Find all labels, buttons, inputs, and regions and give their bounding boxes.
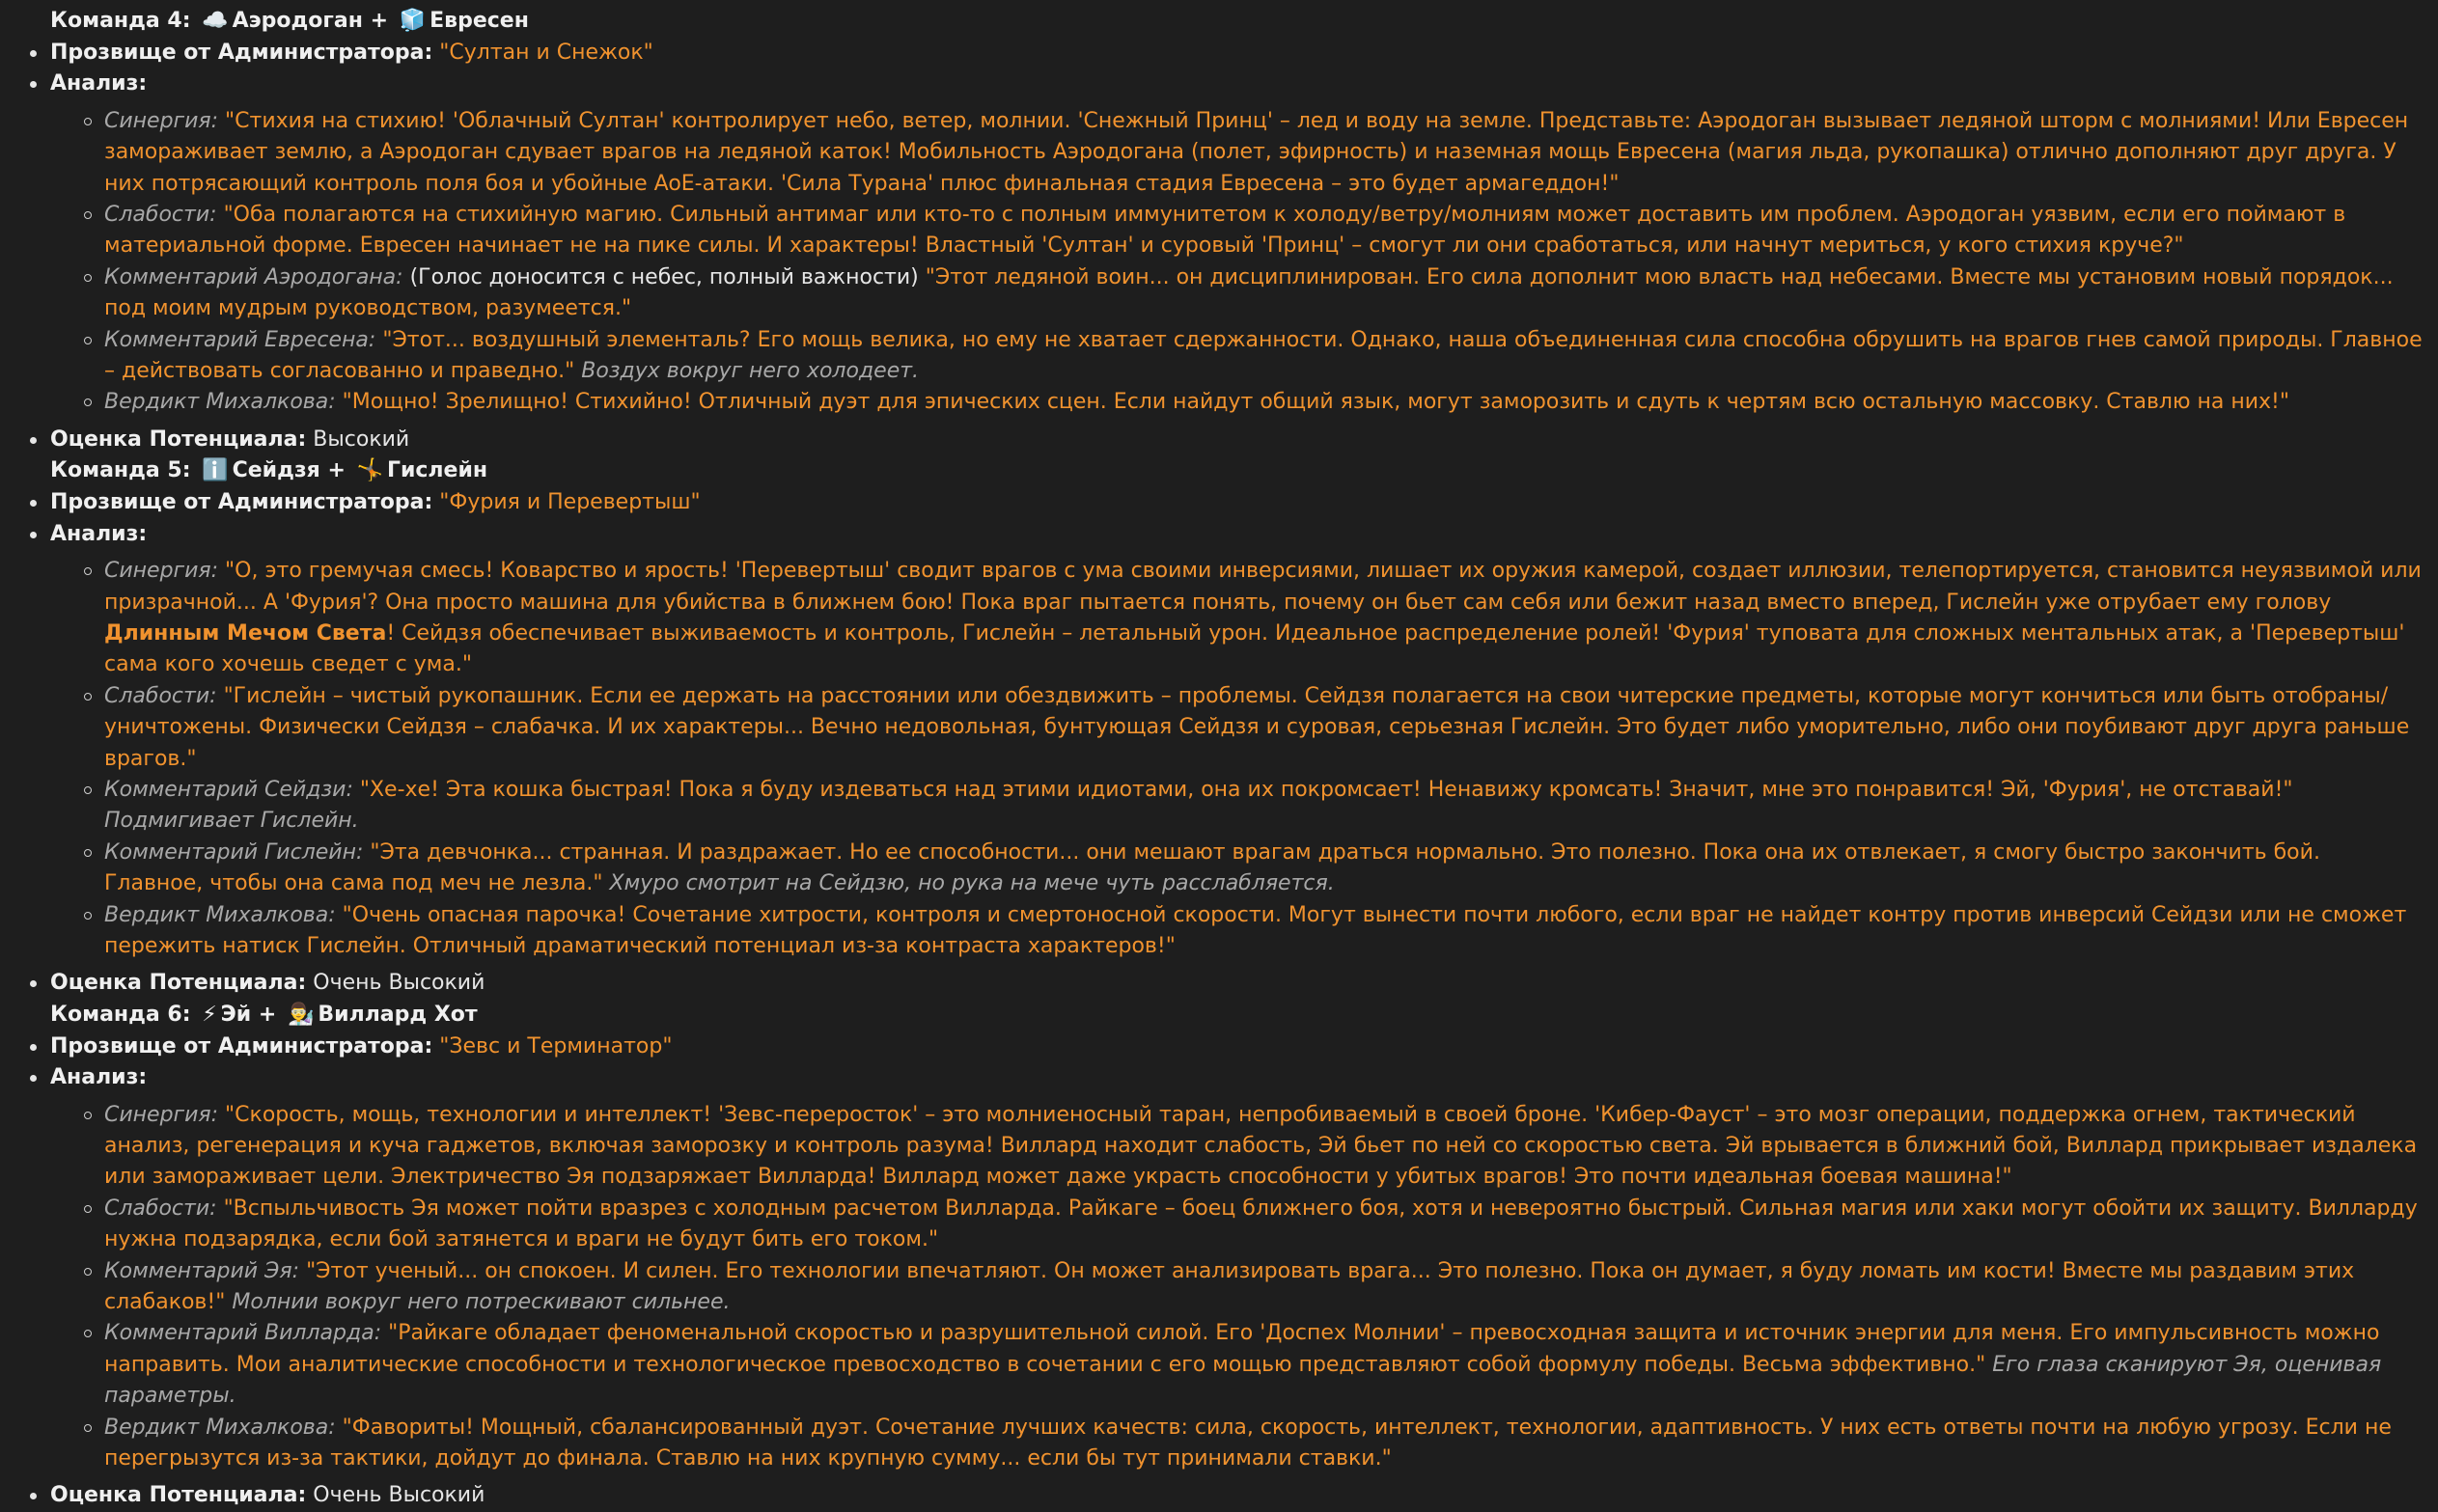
nickname-value: "Зевс и Терминатор" [439, 1033, 673, 1058]
team-6 [0, 1000, 2438, 1512]
synergy-item [104, 106, 2438, 200]
potential-value: Высокий [313, 426, 410, 452]
member-name: Аэродоган [232, 9, 363, 33]
comment-quote: "Этот ледяной воин... он дисциплинирован. Его сила дополнит мою власть над небесами. Вместе мы установим новый порядок... под моим мудрым руководством, разумеется." [104, 264, 2394, 321]
synergy-label: Синергия: [104, 108, 219, 133]
ice-cube-icon: 🧊 [399, 9, 427, 33]
lightning-icon: ⚡ [202, 1002, 217, 1027]
verdict-text: "Фавориты! Мощный, сбалансированный дуэт. Сочетание лучших качеств: сила, скорость, интеллект, технологии, адаптивность. У них есть ответы почти на любую угрозу. Если не перегрызутся из-за тактики, дойдут до финала. Ставлю на них крупную сумму... если бы тут принимали ставки." [104, 1415, 2392, 1471]
plus-sign: + [258, 1002, 277, 1027]
team-list [0, 38, 2438, 455]
comment-quote: "Этот... воздушный элементаль? Его мощь велика, но ему не хватает сдержанности. Однако, наша объединенная сила способна обрушить на врагов гнев самой природы. Главное – действовать согласованно и праведно." [104, 327, 2423, 384]
potential-label: Оценка Потенциала: [50, 1483, 307, 1508]
plus-sign: + [327, 458, 346, 483]
potential-value: Очень Высокий [313, 1483, 485, 1508]
weaknesses-label: Слабости: [104, 1196, 217, 1221]
document [0, 6, 2438, 1512]
nickname-label: Прозвище от Администратора: [50, 1033, 433, 1058]
team-5 [0, 455, 2438, 1000]
comment-item [104, 262, 2438, 325]
member-name: Сейдзя [232, 458, 320, 483]
nickname-value: "Султан и Снежок" [439, 41, 653, 65]
analysis-item [0, 69, 2438, 418]
comment-item [104, 1318, 2438, 1412]
comment-stage-note: Его глаза сканируют Эя, оценивая параметры. [104, 1352, 2382, 1409]
cartwheel-icon: 🤸 [356, 458, 383, 483]
synergy-label: Синергия: [104, 559, 219, 584]
team-heading [0, 455, 2438, 487]
synergy-text: "Стихия на стихию! 'Облачный Султан' контролирует небо, ветер, молнии. 'Снежный Принц' – лед и воду на земле. Представьте: Аэродоган вызывает ледяной шторм с молниями! Или Евресен замораживает землю, а Аэродоган сдувает врагов на ледяной каток! Мобильность Аэродогана (полет, эфирность) и наземная мощь Евресена (магия льда, рукопашка) отлично дополняют друг друга. У них потрясающий контроль поля боя и убойные AoE-атаки. 'Сила Турана' плюс финальная стадия Евресена – это будет армагеддон!" [104, 108, 2409, 196]
comment-stage-note: Воздух вокруг него холодеет. [581, 359, 920, 384]
synergy-item [104, 556, 2438, 681]
synergy-text: "Скорость, мощь, технологии и интеллект! 'Зевс-переросток' – это молниеносный таран, непробиваемый в своей броне. 'Кибер-Фауст' – это мозг операции, поддержка огнем, тактический анализ, регенерация и куча гаджетов, включая заморозку и контроль разума! Виллард находит слабость, Эй бьет по ней со скоростью света. Эй врывается в ближний бой, Виллард прикрывает издалека или замораживает цели. Электричество Эя подзаряжает Вилларда! Виллард может даже украсть способности у убитых врагов! Это почти идеальная боевая машина!" [104, 1102, 2418, 1190]
member-name: Евресен [429, 9, 529, 33]
comment-item [104, 1256, 2438, 1319]
nickname-item [0, 1031, 2438, 1062]
team-label: Команда 6: [50, 1002, 191, 1027]
team-label: Команда 5: [50, 458, 191, 483]
weaknesses-item [104, 200, 2438, 262]
analysis-list [50, 106, 2438, 419]
team-label: Команда 4: [50, 9, 191, 33]
team-list [0, 487, 2438, 1000]
analysis-label: Анализ: [50, 521, 148, 546]
comment-item [104, 325, 2438, 388]
analysis-label: Анализ: [50, 71, 148, 96]
comment-label: Комментарий Гислейн: [104, 839, 364, 865]
team-4 [0, 6, 2438, 455]
verdict-text: "Очень опасная парочка! Сочетание хитрости, контроля и смертоносной скорости. Могут вынести почти любого, если враг не найдет контру против инверсий Сейдзи или не сможет пережить натиск Гислейн. Отличный драматический потенциал из-за контраста характеров!" [104, 902, 2407, 958]
comment-label: Комментарий Вилларда: [104, 1321, 382, 1346]
member-name: Эй [220, 1002, 252, 1027]
comment-label: Комментарий Сейдзи: [104, 777, 353, 802]
weaknesses-label: Слабости: [104, 683, 217, 708]
verdict-item [104, 900, 2438, 963]
verdict-label: Вердикт Михалкова: [104, 902, 336, 927]
team-heading [0, 1000, 2438, 1031]
potential-item [0, 425, 2438, 455]
weaknesses-text: "Вспыльчивость Эя может пойти вразрез с холодным расчетом Вилларда. Райкаге – боец ближнего боя, хотя и невероятно быстрый. Сильная магия или хаки могут обойти их защиту. Вилларду нужна подзарядка, если бой затянется и враги не будут бить его током." [104, 1196, 2418, 1252]
weaknesses-item [104, 681, 2438, 775]
comment-item [104, 775, 2438, 838]
potential-item [0, 1480, 2438, 1511]
verdict-text: "Мощно! Зрелищно! Стихийно! Отличный дуэт для эпических сцен. Если найдут общий язык, могут заморозить и сдуть к чертям всю остальную массовку. Ставлю на них!" [342, 390, 2289, 415]
synergy-emphasis: Длинным Мечом Света [104, 620, 387, 646]
analysis-item [0, 1062, 2438, 1474]
potential-item [0, 968, 2438, 999]
nickname-label: Прозвище от Администратора: [50, 41, 433, 65]
comment-quote: "Эта девчонка... странная. И раздражает. Но ее способности... они мешают врагам драться нормально. Это полезно. Пока она их отвлекает, я смогу быстро закончить бой. Главное, чтобы она сама под меч не лезла." [104, 839, 2320, 896]
synergy-text-cont: ! Сейдзя обеспечивает выживаемость и контроль, Гислейн – летальный урон. Идеальное распределение ролей! 'Фурия' туповата для сложных ментальных атак, а 'Перевертыш' сама кого хочешь сведет с ума." [104, 620, 2405, 677]
comment-label: Комментарий Евресена: [104, 327, 376, 352]
member-name: Виллард Хот [318, 1002, 478, 1027]
weaknesses-text: "Оба полагаются на стихийную магию. Сильный антимаг или кто-то с полным иммунитетом к холоду/ветру/молниям может доставить им проблем. Аэродоган уязвим, если его поймают в материальной форме. Евресен начинает не на пике силы. И характеры! Властный 'Султан' и суровый 'Принц' – смогут ли они сработаться, или начнут мериться, у кого стихия круче?" [104, 203, 2346, 259]
comment-quote: "Этот ученый... он спокоен. И силен. Его технологии впечатляют. Он может анализировать врага... Это полезно. Пока он думает, я буду ломать им кости! Вместе мы раздавим этих слабаков!" [104, 1258, 2355, 1315]
comment-label: Комментарий Эя: [104, 1258, 300, 1283]
comment-stage-note: Молнии вокруг него потрескивают сильнее. [232, 1290, 731, 1315]
nickname-label: Прозвище от Администратора: [50, 490, 433, 515]
comment-stage-note: Подмигивает Гислейн. [104, 809, 359, 834]
weaknesses-text: "Гислейн – чистый рукопашник. Если ее держать на расстоянии или обездвижить – проблемы. Сейдзя полагается на свои читерские предметы, которые могут кончиться или быть отобраны/уничтожены. Физически Сейдзя – слабачка. И их характеры... Вечно недовольная, бунтующая Сейдзя и суровая, серьезная Гислейн. Это будет либо уморительно, либо они поубивают друг друга раньше врагов." [104, 683, 2410, 771]
synergy-text: "О, это гремучая смесь! Коварство и ярость! 'Перевертыш' сводит врагов с ума своими инверсиями, лишает их оружия камерой, создает иллюзии, телепортируется, становится неуязвимой или призрачной... А 'Фурия'? Она просто машина для убийства в ближнем бою! Пока враг пытается понять, почему он бьет сам себя или бежит назад вместо вперед, Гислейн уже отрубает ему голову [104, 559, 2422, 615]
verdict-item [104, 1413, 2438, 1475]
cloud-icon: ☁️ [202, 9, 229, 33]
team-heading [0, 6, 2438, 38]
analysis-label: Анализ: [50, 1065, 148, 1090]
nickname-value: "Фурия и Перевертыш" [439, 490, 701, 515]
team-list [0, 1031, 2438, 1512]
comment-stage-note: (Голос доносится с небес, полный важности) [409, 264, 919, 289]
comment-label: Комментарий Аэродогана: [104, 264, 403, 289]
plus-sign: + [370, 9, 389, 33]
nickname-item [0, 38, 2438, 69]
verdict-label: Вердикт Михалкова: [104, 1415, 336, 1440]
comment-quote: "Райкаге обладает феноменальной скоростью и разрушительной силой. Его 'Доспех Молнии' – превосходная защита и источник энергии для меня. Его импульсивность можно направить. Мои аналитические способности и технологическое превосходство в сочетании с его мощью представляют собой формулу победы. Весьма эффективно." [104, 1321, 2380, 1377]
verdict-label: Вердикт Михалкова: [104, 390, 336, 415]
weaknesses-item [104, 1194, 2438, 1256]
scientist-icon: 👨‍🔬 [287, 1002, 315, 1027]
potential-label: Оценка Потенциала: [50, 426, 307, 452]
analysis-list [50, 556, 2438, 962]
verdict-item [104, 387, 2438, 418]
analysis-item [0, 519, 2438, 963]
comment-stage-note: Хмуро смотрит на Сейдзю, но рука на мече чуть расслабляется. [609, 871, 1335, 896]
potential-value: Очень Высокий [313, 971, 485, 996]
comment-quote: "Хе-хе! Эта кошка быстрая! Пока я буду издеваться над этими идиотами, она их покромсает! Ненавижу кромсать! Значит, мне это понравится! Эй, 'Фурия', не отставай!" [359, 777, 2293, 802]
nickname-item [0, 487, 2438, 518]
potential-label: Оценка Потенциала: [50, 971, 307, 996]
member-name: Гислейн [386, 458, 488, 483]
info-icon: ℹ️ [202, 458, 229, 483]
weaknesses-label: Слабости: [104, 203, 217, 228]
analysis-list [50, 1100, 2438, 1475]
comment-item [104, 838, 2438, 900]
synergy-label: Синергия: [104, 1102, 219, 1127]
synergy-item [104, 1100, 2438, 1194]
